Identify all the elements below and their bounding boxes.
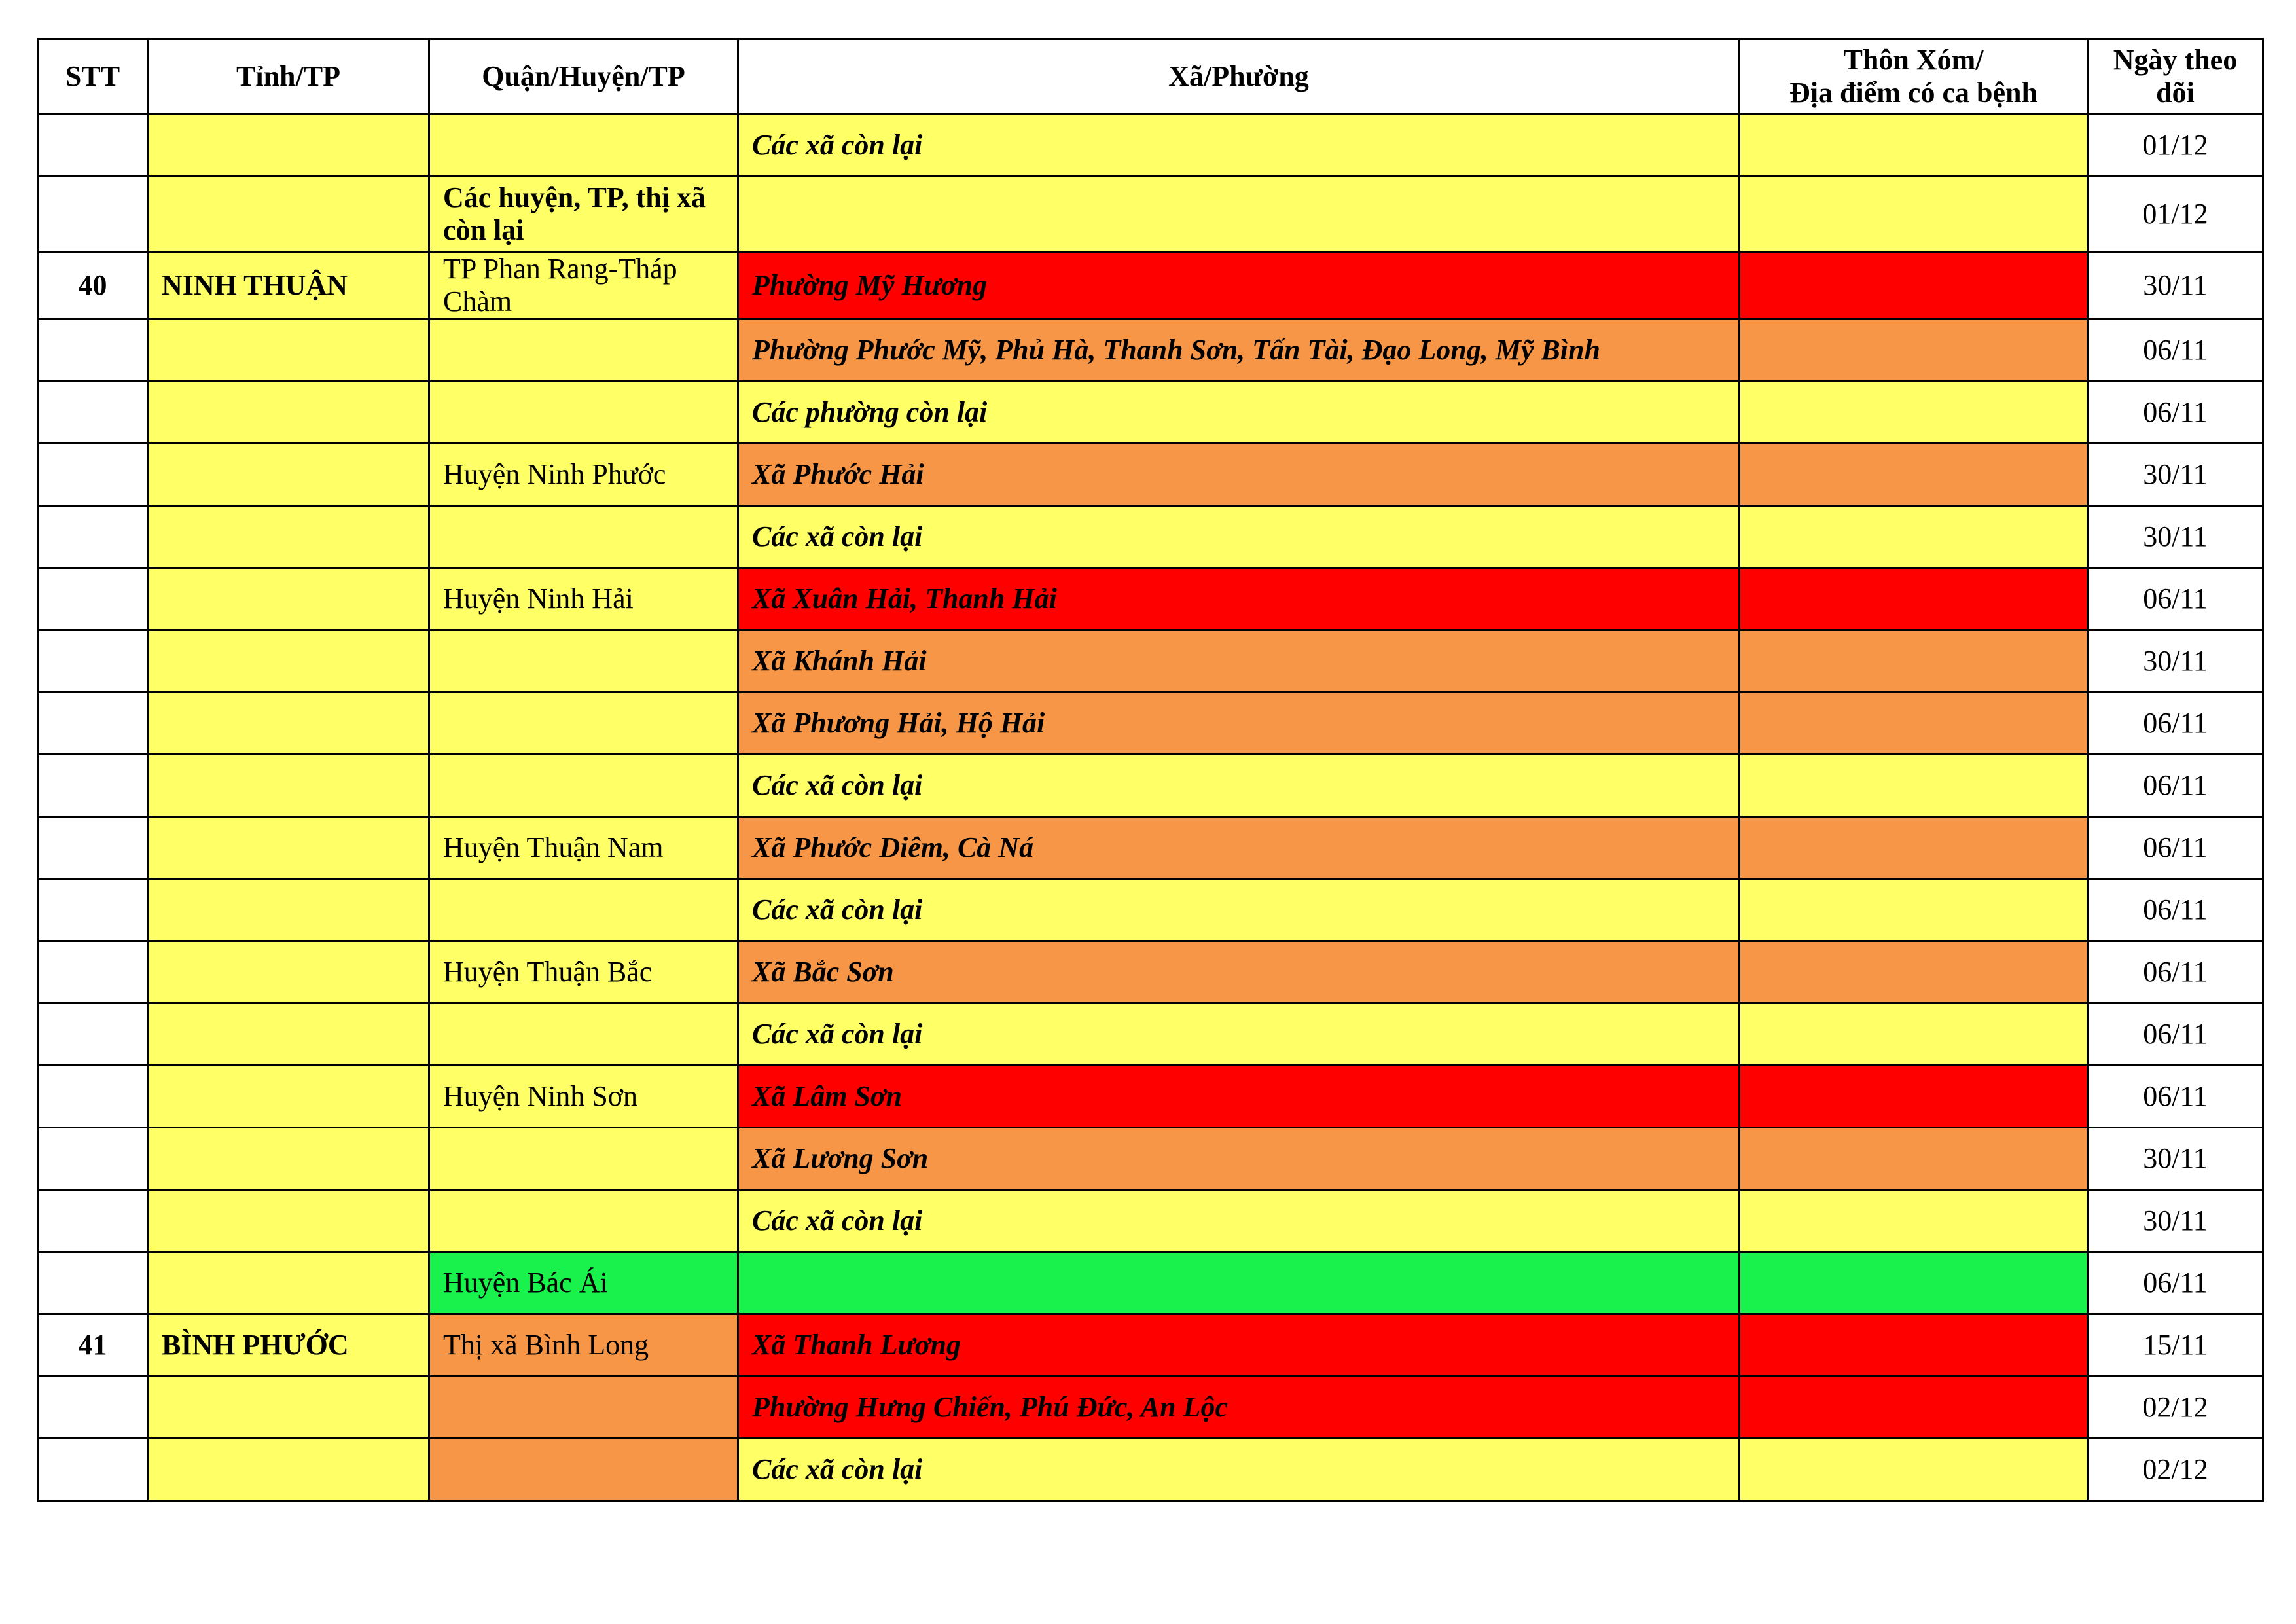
cell-district: TP Phan Rang-Tháp Chàm [429,252,738,319]
cell-stt [38,879,148,941]
table-row [38,1439,2263,1501]
cell-province [148,115,429,177]
header-village [1740,39,2088,115]
header-district: Quận/Huyện/TP [429,39,738,115]
cell-commune: Các xã còn lại [738,1439,1740,1501]
cell-province: BÌNH PHƯỚC [148,1314,429,1377]
cell-village [1740,506,2088,568]
cell-district [429,319,738,382]
cell-commune: Các xã còn lại [738,506,1740,568]
cell-province [148,630,429,693]
cell-village [1740,177,2088,252]
cell-stt [38,817,148,879]
cell-stt [38,1252,148,1314]
cell-district: Huyện Ninh Phước [429,444,738,506]
cell-commune: Xã Khánh Hải [738,630,1740,693]
cell-stt: 40 [38,252,148,319]
cell-commune: Phường Phước Mỹ, Phủ Hà, Thanh Sơn, Tấn Tài, Đạo Long, Mỹ Bình [738,319,1740,382]
cell-stt [38,941,148,1003]
cell-province [148,755,429,817]
header-village-line1: Thôn Xóm/ [1843,44,1984,76]
cell-stt [38,177,148,252]
table-row [38,755,2263,817]
cell-date: 30/11 [2088,252,2263,319]
cell-stt [38,1003,148,1066]
cell-district [429,1003,738,1066]
cell-commune: Các xã còn lại [738,115,1740,177]
cell-commune: Xã Phước Diêm, Cà Ná [738,817,1740,879]
cell-district: Huyện Ninh Hải [429,568,738,630]
cell-commune: Các xã còn lại [738,879,1740,941]
cell-province [148,941,429,1003]
cell-commune: Phường Mỹ Hương [738,252,1740,319]
cell-district [429,879,738,941]
cell-commune: Xã Phương Hải, Hộ Hải [738,693,1740,755]
table-row [38,319,2263,382]
table-row [38,1003,2263,1066]
cell-date: 01/12 [2088,115,2263,177]
cell-village [1740,879,2088,941]
table-row [38,177,2263,252]
cell-commune: Xã Xuân Hải, Thanh Hải [738,568,1740,630]
cell-commune [738,1252,1740,1314]
cell-stt [38,319,148,382]
cell-village [1740,382,2088,444]
cell-commune: Các xã còn lại [738,1190,1740,1252]
table-row [38,1066,2263,1128]
cell-date: 06/11 [2088,1003,2263,1066]
header-date [2088,39,2263,115]
cell-village [1740,693,2088,755]
cell-commune [738,177,1740,252]
cell-date: 06/11 [2088,1252,2263,1314]
cell-village [1740,1128,2088,1190]
cell-district: Huyện Bác Ái [429,1252,738,1314]
table-row [38,630,2263,693]
cell-stt [38,1190,148,1252]
cell-district [429,1377,738,1439]
cell-province [148,382,429,444]
cell-commune: Các xã còn lại [738,755,1740,817]
cell-village [1740,1439,2088,1501]
cell-province [148,1190,429,1252]
cell-commune: Các phường còn lại [738,382,1740,444]
cell-village [1740,1190,2088,1252]
cell-province [148,879,429,941]
table-row [38,1314,2263,1377]
cell-date: 06/11 [2088,755,2263,817]
cell-province [148,1066,429,1128]
cell-village [1740,1314,2088,1377]
table-row [38,941,2263,1003]
cell-date: 02/12 [2088,1439,2263,1501]
monitoring-table [37,38,2264,1502]
cell-district [429,693,738,755]
cell-province [148,1128,429,1190]
cell-date: 06/11 [2088,319,2263,382]
cell-commune: Các xã còn lại [738,1003,1740,1066]
table-row [38,115,2263,177]
cell-stt [38,382,148,444]
table-row [38,382,2263,444]
cell-district: Huyện Thuận Bắc [429,941,738,1003]
header-province: Tỉnh/TP [148,39,429,115]
cell-commune: Xã Phước Hải [738,444,1740,506]
cell-stt [38,1377,148,1439]
cell-date: 06/11 [2088,879,2263,941]
cell-date: 01/12 [2088,177,2263,252]
cell-date: 30/11 [2088,1128,2263,1190]
table-row [38,1252,2263,1314]
table-row [38,693,2263,755]
cell-date: 06/11 [2088,817,2263,879]
cell-village [1740,568,2088,630]
cell-district: Thị xã Bình Long [429,1314,738,1377]
table-row [38,568,2263,630]
cell-stt [38,115,148,177]
cell-province [148,1439,429,1501]
cell-province [148,568,429,630]
cell-stt [38,755,148,817]
cell-village [1740,1252,2088,1314]
cell-date: 06/11 [2088,568,2263,630]
header-stt: STT [38,39,148,115]
cell-district [429,755,738,817]
cell-village [1740,630,2088,693]
header-village-line2: Địa điểm có ca bệnh [1789,77,2037,109]
cell-commune: Xã Thanh Lương [738,1314,1740,1377]
cell-date: 15/11 [2088,1314,2263,1377]
cell-stt [38,1128,148,1190]
cell-province [148,177,429,252]
cell-province [148,1377,429,1439]
table-row [38,1377,2263,1439]
cell-stt [38,630,148,693]
cell-village [1740,941,2088,1003]
header-commune: Xã/Phường [738,39,1740,115]
cell-stt [38,568,148,630]
table-row [38,1190,2263,1252]
cell-date: 06/11 [2088,693,2263,755]
header-row [38,39,2263,115]
table-row [38,879,2263,941]
cell-district: Các huyện, TP, thị xã còn lại [429,177,738,252]
cell-stt [38,1066,148,1128]
cell-district [429,1439,738,1501]
table-body [38,115,2263,1501]
cell-district [429,1190,738,1252]
table-row [38,252,2263,319]
cell-district [429,506,738,568]
header-date-line1: Ngày theo [2113,44,2238,76]
cell-date: 30/11 [2088,630,2263,693]
table-row [38,506,2263,568]
cell-date: 06/11 [2088,941,2263,1003]
cell-district: Huyện Ninh Sơn [429,1066,738,1128]
table-row [38,1128,2263,1190]
cell-village [1740,252,2088,319]
table-header [38,39,2263,115]
cell-date: 30/11 [2088,1190,2263,1252]
cell-province [148,444,429,506]
cell-village [1740,1377,2088,1439]
cell-district: Huyện Thuận Nam [429,817,738,879]
cell-province [148,506,429,568]
cell-stt [38,693,148,755]
cell-province [148,319,429,382]
cell-date: 02/12 [2088,1377,2263,1439]
cell-commune: Xã Lương Sơn [738,1128,1740,1190]
cell-village [1740,1066,2088,1128]
cell-province [148,1252,429,1314]
cell-stt [38,1439,148,1501]
cell-village [1740,444,2088,506]
cell-province [148,693,429,755]
cell-commune: Xã Bắc Sơn [738,941,1740,1003]
cell-district [429,115,738,177]
cell-stt: 41 [38,1314,148,1377]
table-row [38,817,2263,879]
cell-village [1740,115,2088,177]
cell-province [148,1003,429,1066]
cell-date: 06/11 [2088,382,2263,444]
cell-district [429,1128,738,1190]
cell-stt [38,506,148,568]
cell-stt [38,444,148,506]
cell-village [1740,817,2088,879]
table-row [38,444,2263,506]
cell-date: 30/11 [2088,444,2263,506]
cell-province [148,817,429,879]
cell-village [1740,1003,2088,1066]
cell-date: 30/11 [2088,506,2263,568]
header-date-line2: dõi [2156,77,2195,109]
cell-commune: Phường Hưng Chiến, Phú Đức, An Lộc [738,1377,1740,1439]
cell-date: 06/11 [2088,1066,2263,1128]
cell-commune: Xã Lâm Sơn [738,1066,1740,1128]
cell-district [429,630,738,693]
cell-village [1740,755,2088,817]
cell-district [429,382,738,444]
cell-village [1740,319,2088,382]
cell-province: NINH THUẬN [148,252,429,319]
